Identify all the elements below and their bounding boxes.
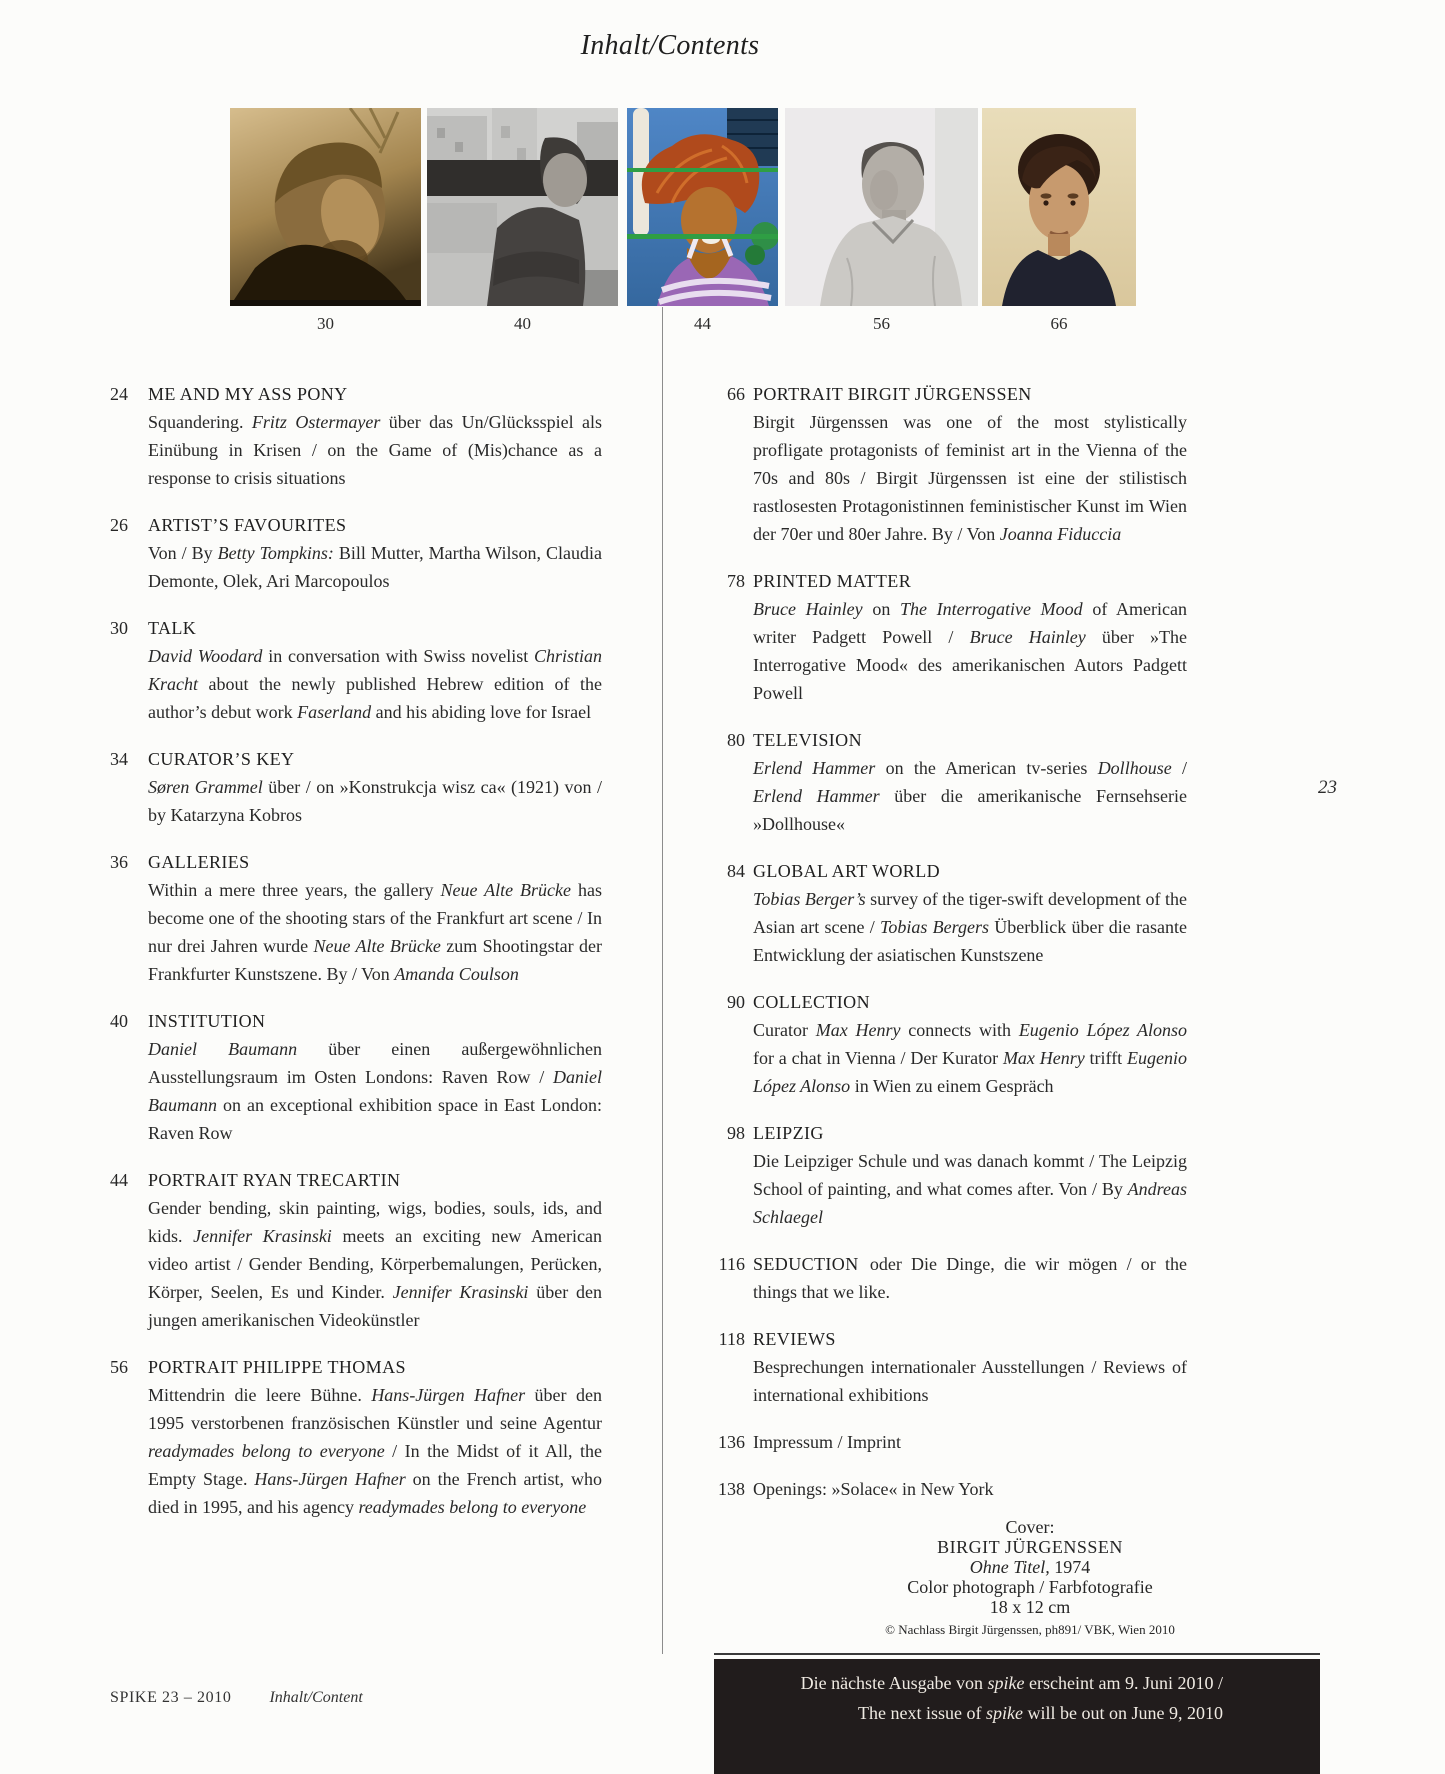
toc-text-segment: Hans-Jürgen Hafner: [371, 1385, 526, 1405]
toc-text-segment: on the French artist, who died in 1995, and his agency: [148, 1469, 602, 1517]
toc-text-segment: / In the Midst of it All, the Empty Stage.: [148, 1441, 602, 1489]
toc-entry-page-number: 136: [718, 1432, 745, 1452]
toc-entry: [700, 1428, 1187, 1456]
toc-text-segment: Neue Alte Brücke: [440, 880, 572, 900]
toc-entry-content: [753, 1119, 1187, 1231]
cover-credit-block: [860, 1517, 1200, 1640]
toc-text-segment: über einen außergewöhnlichen Ausstellungsraum im Osten Londons: Raven Row /: [148, 1039, 602, 1087]
toc-entry-content: [753, 988, 1187, 1100]
toc-entry-page-number: 40: [110, 1011, 128, 1031]
toc-text-segment: on an exceptional exhibition space in East London: Raven Row: [148, 1095, 602, 1143]
next-issue-text: [714, 1659, 1320, 1728]
toc-entry: [700, 1119, 1187, 1231]
toc-text-segment: The Interrogative Mood: [900, 599, 1083, 619]
toc-entry-description: [148, 1381, 602, 1521]
toc-entry-content: [753, 857, 1187, 969]
toc-text-segment: Jennifer Krasinski: [193, 1226, 332, 1246]
toc-text-segment: in conversation with Swiss novelist: [262, 646, 534, 666]
toc-entry-title: COLLECTION: [753, 992, 870, 1012]
toc-entry-page-number: 26: [110, 515, 128, 535]
cover-credit-artist: BIRGIT JÜRGENSSEN: [937, 1537, 1123, 1557]
toc-text-segment: Bill Mutter, Martha Wilson, Claudia Demonte, Olek, Ari Marcopoulos: [148, 543, 603, 591]
toc-text-segment: on: [862, 599, 900, 619]
toc-text-segment: Max Henry: [815, 1020, 901, 1040]
toc-text-segment: Squandering.: [148, 412, 252, 432]
toc-text-segment: Tobias Bergers: [880, 917, 990, 937]
portrait-photo-5-image: [982, 108, 1136, 306]
toc-column-left: [110, 380, 602, 1540]
toc-entry-title: CURATOR’S KEY: [148, 749, 295, 769]
portrait-photo-3-image: [627, 108, 778, 306]
toc-entry-description: [148, 1035, 602, 1147]
toc-entry: [110, 511, 602, 595]
toc-text-segment: Joanna Fiduccia: [999, 524, 1122, 544]
toc-entry-content: [753, 1325, 1187, 1409]
toc-text-segment: Tobias Berger’s: [753, 889, 866, 909]
toc-text-segment: meets an exciting new American video artist / Gender Bending, Körperbemalungen, Perücken, Körper, Seelen, Es und Kinder.: [148, 1226, 602, 1302]
toc-entry-content: [753, 726, 1187, 838]
toc-text-segment: Betty Tompkins:: [217, 543, 334, 563]
next-issue-text-line: [734, 1698, 1223, 1728]
toc-entry-content: [148, 1166, 602, 1334]
toc-entry-description: [753, 1016, 1187, 1100]
toc-entry-title: ME AND MY ASS PONY: [148, 384, 348, 404]
toc-text-segment: on the American tv-series: [875, 758, 1098, 778]
toc-entry: [110, 1007, 602, 1147]
toc-entry-content: [148, 1353, 602, 1521]
toc-entry-title: TALK: [148, 618, 197, 638]
portrait-photo-4-image: [785, 108, 978, 306]
toc-text-segment: Eugenio López Alonso: [753, 1048, 1187, 1096]
toc-entry-content: [753, 1250, 1187, 1306]
portrait-photo-2-image: [427, 108, 618, 306]
toc-text-segment: trifft: [1084, 1048, 1127, 1068]
toc-entry-content: [753, 1428, 1187, 1456]
toc-entry-page-number: 80: [727, 730, 745, 750]
toc-entry-description: [148, 1194, 602, 1334]
photo-page-number: 44: [694, 314, 711, 333]
toc-entry-description: [148, 408, 602, 492]
toc-entry: [700, 567, 1187, 707]
toc-entry-title: GLOBAL ART WORLD: [753, 861, 940, 881]
toc-text-segment: Die nächste Ausgabe von: [800, 1673, 988, 1693]
toc-entry-title: PORTRAIT BIRGIT JÜRGENSSEN: [753, 384, 1032, 404]
toc-entry-description: [753, 408, 1187, 548]
toc-entry-description: [753, 754, 1187, 838]
toc-text-segment: Birgit Jürgenssen was one of the most stylistically profligate protagonists of feminist art in the Vienna of the 70s and 80s / Birgit Jürgenssen ist eine der stilistisch rastlosesten Protagonistinnen feministischer Kunst im Wien der 70er und 80er Jahre. By / Von: [753, 412, 1187, 544]
toc-entry-content: [753, 1475, 1187, 1503]
toc-text-segment: über den jungen amerikanischen Videokünstler: [148, 1282, 602, 1330]
toc-text-segment: Andreas Schlaegel: [753, 1179, 1187, 1227]
toc-text-segment: The next issue of: [858, 1703, 987, 1723]
toc-entry-content: [148, 1007, 602, 1147]
toc-text-segment: spike: [986, 1703, 1023, 1723]
toc-entry-description: [148, 773, 602, 829]
toc-entry-content: [753, 567, 1187, 707]
toc-text-segment: Erlend Hammer: [753, 786, 880, 806]
toc-entry-title: ARTIST’S FAVOURITES: [148, 515, 347, 535]
toc-entry-description: [753, 1475, 1187, 1503]
margin-page-number: 23: [1318, 777, 1337, 798]
toc-text-segment: will be out on June 9, 2010: [1023, 1703, 1223, 1723]
toc-text-segment: readymades belong to everyone: [148, 1441, 385, 1461]
cover-credit-copyright: © Nachlass Birgit Jürgenssen, ph891/ VBK, Wien 2010: [885, 1622, 1175, 1637]
toc-text-segment: Mittendrin die leere Bühne.: [148, 1385, 372, 1405]
toc-entry: [110, 1353, 602, 1521]
toc-text-segment: über die amerikanische Fernsehserie »Dollhouse«: [753, 786, 1187, 834]
toc-text-segment: Amanda Coulson: [394, 964, 519, 984]
toc-entry-content: [148, 380, 602, 492]
toc-entry: [110, 848, 602, 988]
toc-text-segment: has become one of the shooting stars of the Frankfurt art scene / In nur drei Jahren wurde: [148, 880, 602, 956]
portrait-photo-3: [627, 108, 778, 334]
toc-text-segment: Besprechungen internationaler Ausstellungen / Reviews of international exhibitions: [753, 1357, 1187, 1405]
toc-entry: [700, 857, 1187, 969]
toc-entry-content: [148, 511, 602, 595]
toc-entry-page-number: 118: [718, 1329, 745, 1349]
toc-text-segment: Søren Grammel: [148, 777, 263, 797]
toc-entry-content: [753, 380, 1187, 548]
toc-entry-title: PORTRAIT PHILIPPE THOMAS: [148, 1357, 406, 1377]
toc-text-segment: Jennifer Krasinski: [392, 1282, 529, 1302]
toc-text-segment: Hans-Jürgen Hafner: [254, 1469, 406, 1489]
photo-page-number: 30: [317, 314, 334, 333]
toc-text-segment: über »The Interrogative Mood« des amerikanischen Autors Padgett Powell: [753, 627, 1187, 703]
toc-entry-page-number: 56: [110, 1357, 128, 1377]
toc-entry-title: LEIPZIG: [753, 1123, 824, 1143]
portrait-photo-5: [982, 108, 1136, 334]
toc-text-segment: in Wien zu einem Gespräch: [850, 1076, 1054, 1096]
toc-entry-description: [753, 1250, 1187, 1306]
toc-entry-description: [753, 1428, 1187, 1456]
toc-entry-description: [148, 642, 602, 726]
toc-text-segment: survey of the tiger-swift development of the Asian art scene /: [753, 889, 1188, 937]
toc-entry-page-number: 34: [110, 749, 128, 769]
footer-left: [110, 1689, 363, 1707]
portrait-photo-1-image: [230, 108, 421, 306]
toc-text-segment: Christian Kracht: [148, 646, 602, 694]
photo-page-number: 66: [1050, 314, 1068, 333]
next-issue-banner: [714, 1659, 1320, 1774]
toc-entry: [700, 726, 1187, 838]
toc-entry-title: PRINTED MATTER: [753, 571, 912, 591]
toc-entry-title: TELEVISION: [753, 730, 862, 750]
toc-entry-content: [148, 848, 602, 988]
cover-credit-work: [860, 1557, 1200, 1577]
toc-text-segment: Bruce Hainley: [969, 627, 1086, 647]
toc-text-segment: Erlend Hammer: [753, 758, 876, 778]
toc-entry-title: INSTITUTION: [148, 1011, 266, 1031]
portrait-photo-1: [230, 108, 421, 334]
cover-credit-work-year: 1974: [1049, 1557, 1091, 1577]
toc-text-segment: connects with: [900, 1020, 1019, 1040]
toc-text-segment: readymades belong to everyone: [358, 1497, 587, 1517]
toc-text-segment: über das Un/Glücksspiel als Einübung in Krisen / on the Game of (Mis)chance as a response to crisis situations: [148, 412, 603, 488]
toc-entry: [700, 988, 1187, 1100]
toc-entry-page-number: 36: [110, 852, 128, 872]
toc-entry-description: [753, 1353, 1187, 1409]
cover-credit-work-title: Ohne Titel,: [969, 1557, 1050, 1577]
toc-entry-title: GALLERIES: [148, 852, 250, 872]
cover-credit-medium: Color photograph / Farbfotografie: [907, 1577, 1153, 1597]
toc-entry: [700, 380, 1187, 548]
toc-entry-title: REVIEWS: [753, 1329, 836, 1349]
toc-text-segment: Max Henry: [1002, 1048, 1085, 1068]
toc-entry-description: [753, 1147, 1187, 1231]
toc-text-segment: Von / By: [148, 543, 218, 563]
toc-text-segment: for a chat in Vienna / Der Kurator: [753, 1048, 1003, 1068]
toc-entry-page-number: 30: [110, 618, 128, 638]
toc-text-segment: about the newly published Hebrew edition of the author’s debut work: [148, 674, 602, 722]
portrait-photo-4: [785, 108, 978, 334]
toc-entry-title: PORTRAIT RYAN TRECARTIN: [148, 1170, 401, 1190]
toc-entry: [110, 745, 602, 829]
toc-entry-page-number: 44: [110, 1170, 128, 1190]
toc-entry-page-number: 84: [727, 861, 745, 881]
photo-page-number: 40: [514, 314, 531, 333]
toc-entry: [110, 614, 602, 726]
toc-text-segment: über den 1995 verstorbenen französischen Künstler und seine Agentur: [148, 1385, 602, 1433]
toc-text-segment: /: [1171, 758, 1187, 778]
toc-text-segment: Die Leipziger Schule und was danach kommt / The Leipzig School of painting, and what comes after. Von / By: [753, 1151, 1187, 1199]
photo-page-number: 56: [873, 314, 890, 333]
toc-text-segment: Neue Alte Brücke: [313, 936, 441, 956]
toc-text-segment: Gender bending, skin painting, wigs, bodies, souls, ids, and kids.: [148, 1198, 602, 1246]
toc-text-segment: Curator: [753, 1020, 816, 1040]
toc-text-segment: David Woodard: [148, 646, 263, 666]
toc-entry-content: [148, 745, 602, 829]
toc-entry-title: SEDUCTION: [753, 1254, 859, 1274]
toc-text-segment: Bruce Hainley: [753, 599, 863, 619]
toc-entry-page-number: 90: [727, 992, 745, 1012]
toc-entry-page-number: 78: [727, 571, 745, 591]
toc-entry-description: [148, 539, 602, 595]
next-issue-text-line: [734, 1668, 1223, 1698]
toc-text-segment: Überblick über die rasante Entwicklung der asiatischen Kunstszene: [753, 917, 1188, 965]
toc-column-right: [700, 380, 1187, 1522]
toc-entry: [700, 1475, 1187, 1503]
toc-entry-page-number: 66: [727, 384, 745, 404]
toc-entry-content: [148, 614, 602, 726]
footer-magazine-issue: SPIKE 23 – 2010: [110, 1689, 232, 1706]
toc-text-segment: erscheint am 9. Juni 2010 /: [1024, 1673, 1223, 1693]
toc-text-segment: zum Shootingstar der Frankfurter Kunstszene. By / Von: [148, 936, 602, 984]
toc-entry: [110, 1166, 602, 1334]
footer-rule: [714, 1653, 1320, 1655]
toc-text-segment: Openings: »Solace« in New York: [753, 1479, 994, 1499]
column-divider-line: [662, 307, 663, 1654]
cover-credit-label: Cover:: [1005, 1517, 1055, 1537]
toc-text-segment: über / on »Konstrukcja wisz ca« (1921) von / by Katarzyna Kobros: [148, 777, 602, 825]
toc-text-segment: oder Die Dinge, die wir mögen / or the things that we like.: [753, 1254, 1187, 1302]
toc-text-segment: of American writer Padgett Powell /: [753, 599, 1187, 647]
toc-text-segment: Dollhouse: [1097, 758, 1172, 778]
cover-credit-dimensions: 18 x 12 cm: [989, 1597, 1071, 1617]
toc-text-segment: Within a mere three years, the gallery: [148, 880, 441, 900]
toc-entry: [700, 1250, 1187, 1306]
portrait-photo-2: [427, 108, 618, 334]
toc-entry-page-number: 98: [727, 1123, 745, 1143]
toc-entry-description: [753, 885, 1187, 969]
toc-text-segment: Fritz Ostermayer: [251, 412, 381, 432]
page-title: Inhalt/Contents: [580, 30, 760, 61]
toc-text-segment: Eugenio López Alonso: [1018, 1020, 1188, 1040]
toc-text-segment: Impressum / Imprint: [753, 1432, 901, 1452]
toc-entry-page-number: 138: [718, 1479, 745, 1499]
toc-text-segment: Daniel Baumann: [148, 1067, 602, 1115]
toc-text-segment: Daniel Baumann: [148, 1039, 298, 1059]
footer-section-label: Inhalt/Content: [269, 1689, 363, 1706]
toc-text-segment: Faserland: [297, 702, 372, 722]
toc-entry: [110, 380, 602, 492]
toc-text-segment: and his abiding love for Israel: [371, 702, 592, 722]
toc-entry-page-number: 24: [110, 384, 128, 404]
toc-entry-description: [753, 595, 1187, 707]
toc-text-segment: spike: [987, 1673, 1025, 1693]
toc-entry-page-number: 116: [718, 1254, 745, 1274]
toc-entry-description: [148, 876, 602, 988]
toc-entry: [700, 1325, 1187, 1409]
